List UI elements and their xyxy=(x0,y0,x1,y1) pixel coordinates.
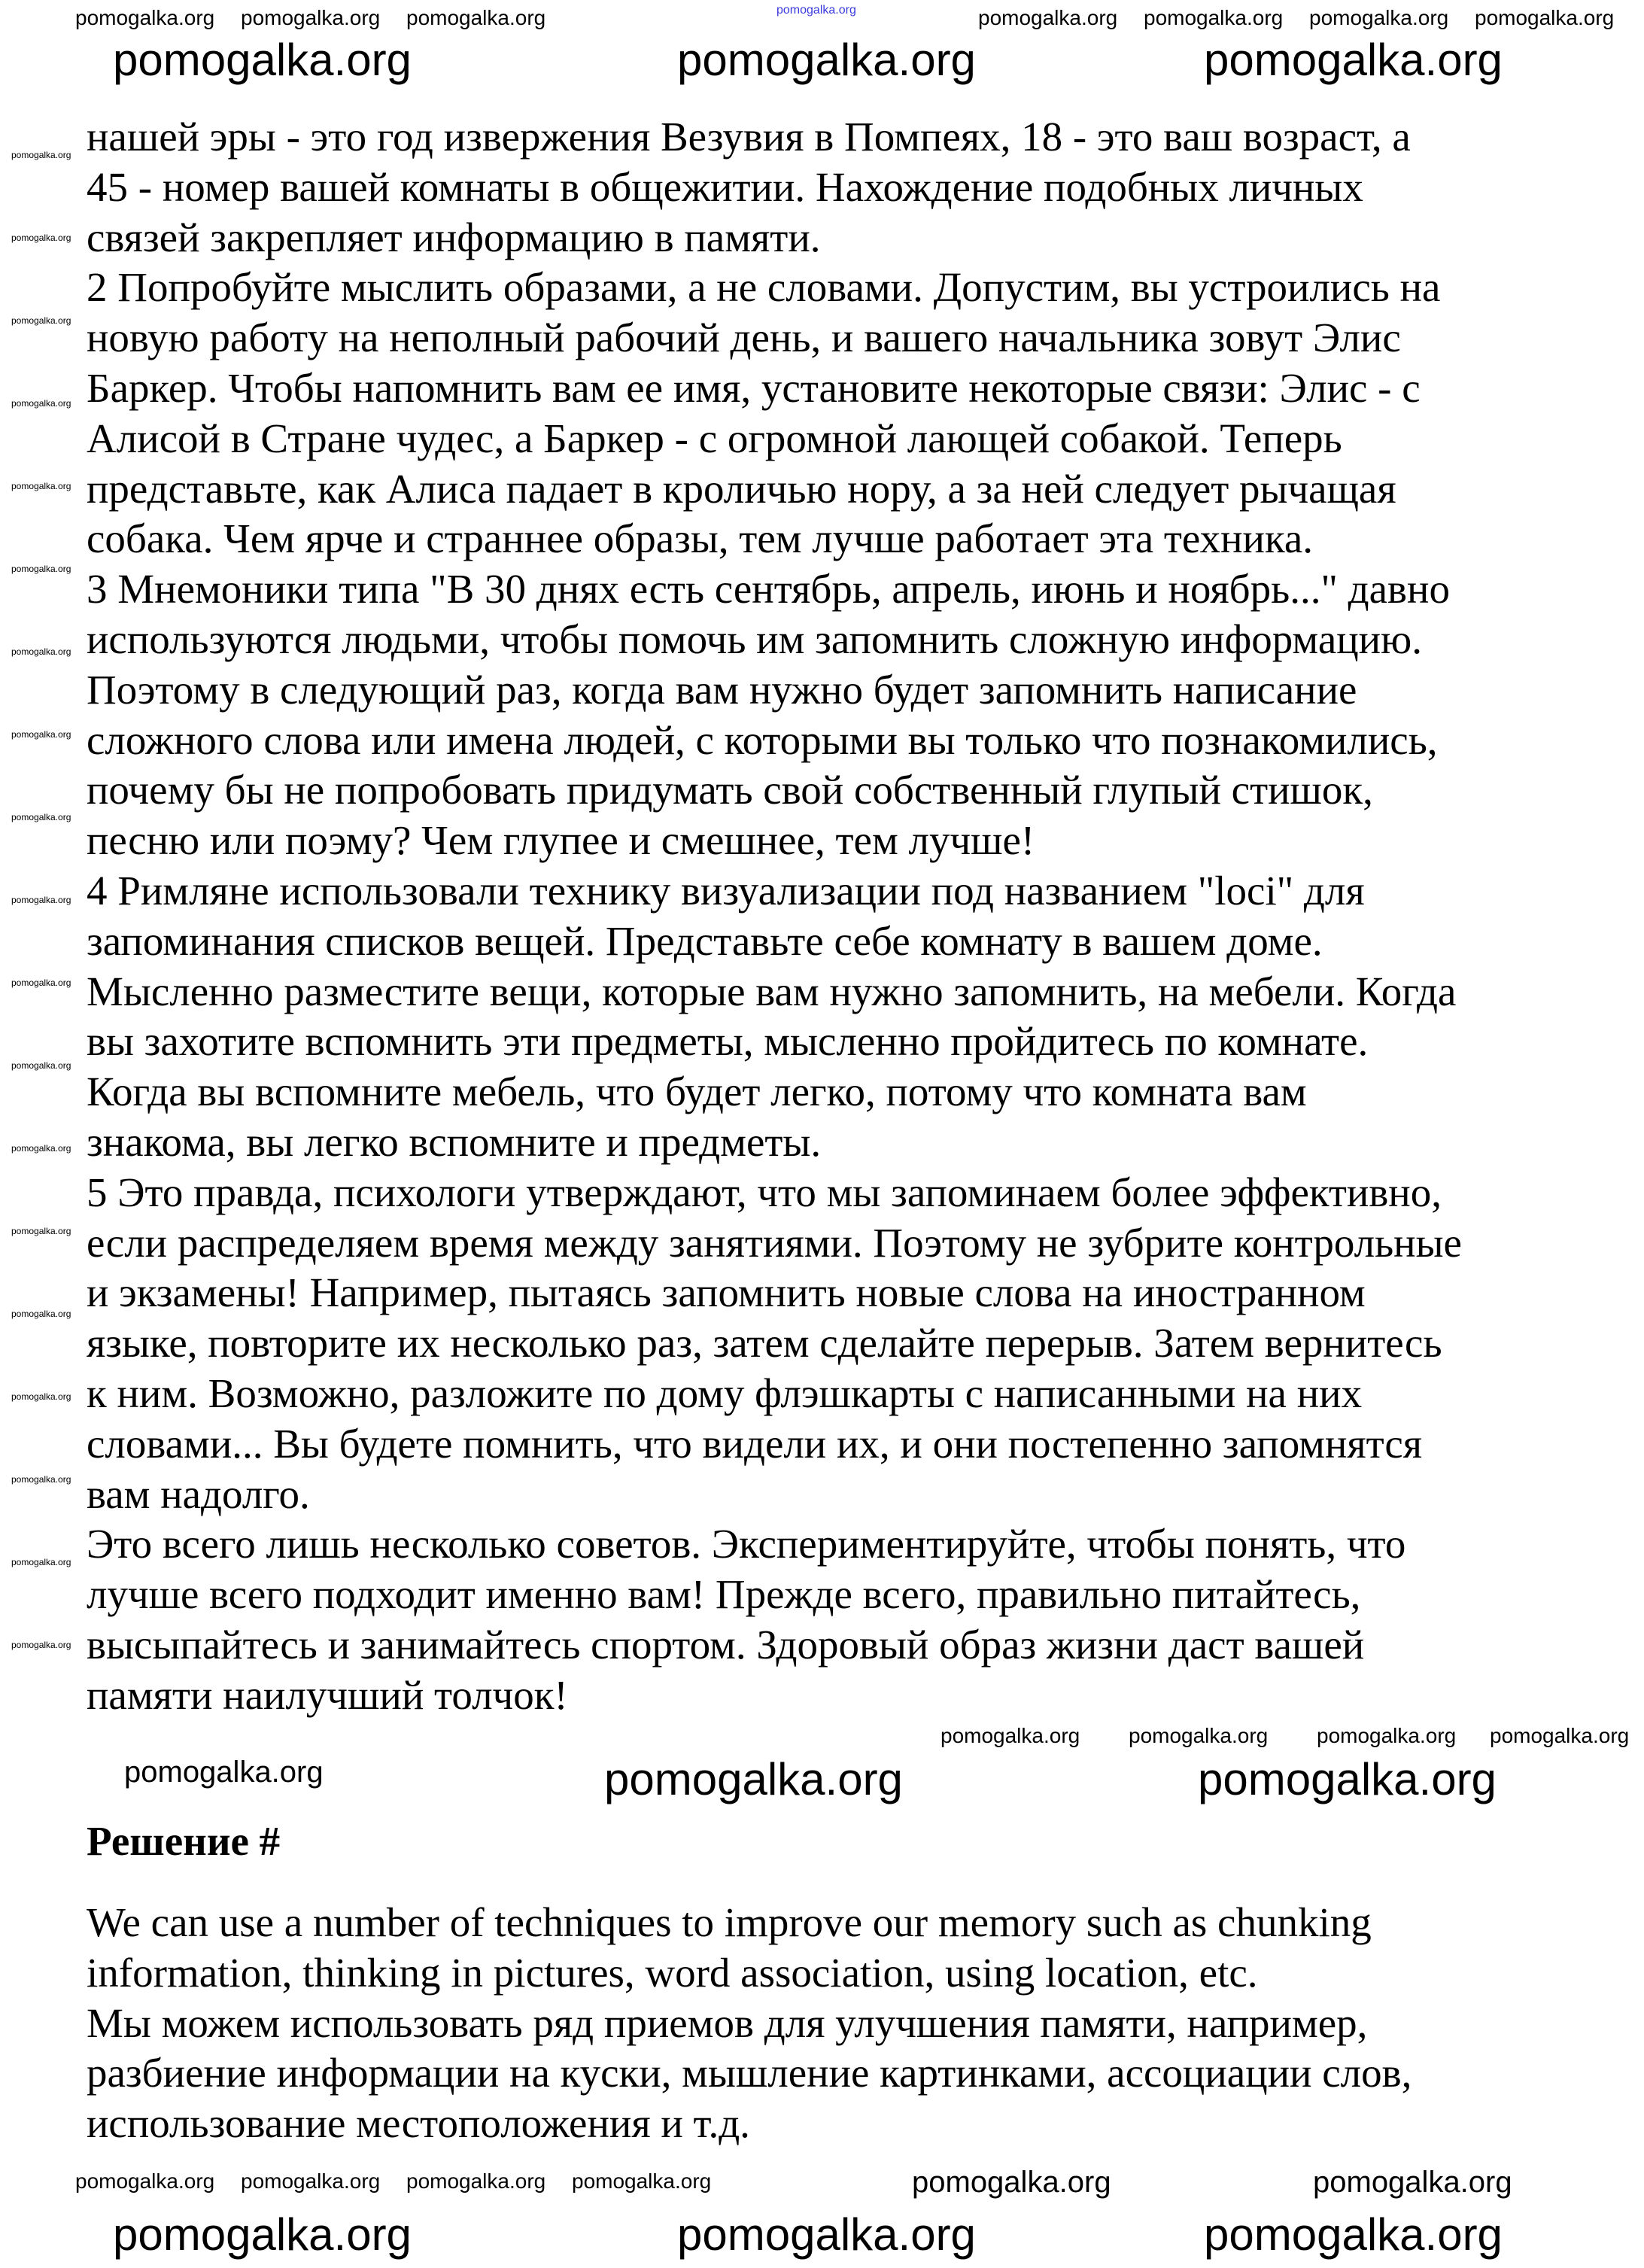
watermark: pomogalka.org xyxy=(11,812,71,822)
text-line: если распределяем время между занятиями. Поэтому не зубрите контрольные xyxy=(87,1219,1462,1266)
text-line: памяти наилучший толчок! xyxy=(87,1671,568,1718)
text-line: использование местоположения и т.д. xyxy=(87,2100,750,2147)
text-line: Алисой в Стране чудес, а Баркер - с огромной лающей собакой. Теперь xyxy=(87,415,1342,461)
watermark: pomogalka.org xyxy=(978,6,1118,29)
text-line: Это всего лишь несколько советов. Экспериментируйте, чтобы понять, что xyxy=(87,1521,1406,1567)
text-line: словами... Вы будете помнить, что видели их, и они постепенно запомнятся xyxy=(87,1420,1423,1467)
watermark: pomogalka.org xyxy=(11,150,71,160)
text-line: нашей эры - это год извержения Везувия в Помпеях, 18 - это ваш возраст, а xyxy=(87,114,1411,160)
text-line: песню или поэму? Чем глупее и смешнее, тем лучше! xyxy=(87,817,1035,864)
text-line: запоминания списков вещей. Представьте себе комнату в вашем доме. xyxy=(87,917,1323,964)
watermark: pomogalka.org xyxy=(1129,1724,1269,1747)
watermark: pomogalka.org xyxy=(776,4,856,17)
watermark: pomogalka.org xyxy=(11,1391,71,1402)
watermark: pomogalka.org xyxy=(75,6,215,29)
watermark: pomogalka.org xyxy=(11,398,71,409)
watermark: pomogalka.org xyxy=(1198,1754,1497,1804)
watermark: pomogalka.org xyxy=(1317,1724,1457,1747)
watermark: pomogalka.org xyxy=(11,1143,71,1154)
watermark: pomogalka.org xyxy=(941,1724,1080,1747)
text-line: лучше всего подходит именно вам! Прежде всего, правильно питайтесь, xyxy=(87,1571,1361,1618)
watermark: pomogalka.org xyxy=(1309,6,1449,29)
text-line: высыпайтесь и занимайтесь спортом. Здоровый образ жизни даст вашей xyxy=(87,1621,1365,1668)
text-line: information, thinking in pictures, word association, using location, etc. xyxy=(87,1949,1258,1996)
watermark: pomogalka.org xyxy=(1475,6,1615,29)
watermark: pomogalka.org xyxy=(1144,6,1284,29)
watermark: pomogalka.org xyxy=(75,2169,215,2193)
text-line: 5 Это правда, психологи утверждают, что мы запоминаем более эффективно, xyxy=(87,1169,1442,1215)
watermark: pomogalka.org xyxy=(1490,1724,1630,1747)
text-line: 2 Попробуйте мыслить образами, а не словами. Допустим, вы устроились на xyxy=(87,264,1441,311)
watermark: pomogalka.org xyxy=(11,1309,71,1319)
text-line: вы захотите вспомнить эти предметы, мысленно пройдитесь по комнате. xyxy=(87,1018,1369,1065)
text-line: новую работу на неполный рабочий день, и вашего начальника зовут Элис xyxy=(87,315,1401,361)
watermark: pomogalka.org xyxy=(11,977,71,988)
text-line: почему бы не попробовать придумать свой собственный глупый стишок, xyxy=(87,767,1373,813)
text-line: к ним. Возможно, разложите по дому флэшкарты с написанными на них xyxy=(87,1370,1363,1416)
watermark: pomogalka.org xyxy=(11,1226,71,1236)
text-line: 4 Римляне использовали технику визуализации под названием "loci" для xyxy=(87,867,1365,914)
text-line: разбиение информации на куски, мышление картинками, ассоциации слов, xyxy=(87,2050,1412,2096)
text-line: Мы можем использовать ряд приемов для улучшения памяти, например, xyxy=(87,1999,1368,2046)
text-line: и экзамены! Например, пытаясь запомнить новые слова на иностранном xyxy=(87,1269,1366,1316)
text-line: представьте, как Алиса падает в кроличью нору, а за ней следует рычащая xyxy=(87,465,1396,512)
text-line: связей закрепляет информацию в памяти. xyxy=(87,214,821,260)
text-line: 3 Мнемоники типа "В 30 днях есть сентябрь, апрель, июнь и ноябрь..." давно xyxy=(87,566,1450,613)
document-body xyxy=(87,112,1462,1721)
watermark: pomogalka.org xyxy=(11,1557,71,1567)
watermark: pomogalka.org xyxy=(241,6,381,29)
watermark: pomogalka.org xyxy=(11,233,71,243)
text-line: Поэтому в следующий раз, когда вам нужно будет запомнить написание xyxy=(87,666,1357,713)
watermark: pomogalka.org xyxy=(124,1756,324,1789)
text-line: 45 - номер вашей комнаты в общежитии. Нахождение подобных личных xyxy=(87,163,1363,210)
watermark: pomogalka.org xyxy=(912,2166,1111,2199)
text-line: Мысленно разместите вещи, которые вам нужно запомнить, на мебели. Когда xyxy=(87,968,1457,1014)
watermark: pomogalka.org xyxy=(11,895,71,905)
watermark: pomogalka.org xyxy=(113,35,412,85)
watermark: pomogalka.org xyxy=(677,35,976,85)
watermark: pomogalka.org xyxy=(1313,2166,1512,2199)
solution-answer xyxy=(87,1898,1412,2149)
watermark: pomogalka.org xyxy=(406,2169,546,2193)
watermark: pomogalka.org xyxy=(406,6,546,29)
watermark: pomogalka.org xyxy=(11,646,71,657)
watermark: pomogalka.org xyxy=(11,315,71,326)
watermark: pomogalka.org xyxy=(572,2169,712,2193)
watermark: pomogalka.org xyxy=(11,481,71,491)
solution-heading: Решение # xyxy=(87,1818,281,1864)
watermark: pomogalka.org xyxy=(11,1060,71,1071)
text-line: Баркер. Чтобы напомнить вам ее имя, установите некоторые связи: Элис - с xyxy=(87,364,1421,411)
text-line: We can use a number of techniques to improve our memory such as chunking xyxy=(87,1899,1372,1945)
watermark: pomogalka.org xyxy=(11,729,71,740)
text-line: знакома, вы легко вспомните и предметы. xyxy=(87,1118,822,1165)
watermark: pomogalka.org xyxy=(1204,2209,1503,2260)
watermark: pomogalka.org xyxy=(11,1474,71,1485)
text-line: Когда вы вспомните мебель, что будет легко, потому что комната вам xyxy=(87,1069,1307,1115)
watermark: pomogalka.org xyxy=(11,1640,71,1650)
text-line: вам надолго. xyxy=(87,1470,310,1517)
watermark: pomogalka.org xyxy=(677,2209,976,2260)
watermark: pomogalka.org xyxy=(113,2209,412,2260)
watermark: pomogalka.org xyxy=(11,564,71,574)
watermark: pomogalka.org xyxy=(241,2169,381,2193)
text-line: сложного слова или имена людей, с которыми вы только что познакомились, xyxy=(87,716,1438,763)
watermark: pomogalka.org xyxy=(604,1754,903,1804)
text-line: языке, повторите их несколько раз, затем сделайте перерыв. Затем вернитесь xyxy=(87,1320,1442,1367)
text-line: используются людьми, чтобы помочь им запомнить сложную информацию. xyxy=(87,616,1422,662)
text-line: собака. Чем ярче и страннее образы, тем лучше работает эта техника. xyxy=(87,515,1314,562)
watermark: pomogalka.org xyxy=(1204,35,1503,85)
